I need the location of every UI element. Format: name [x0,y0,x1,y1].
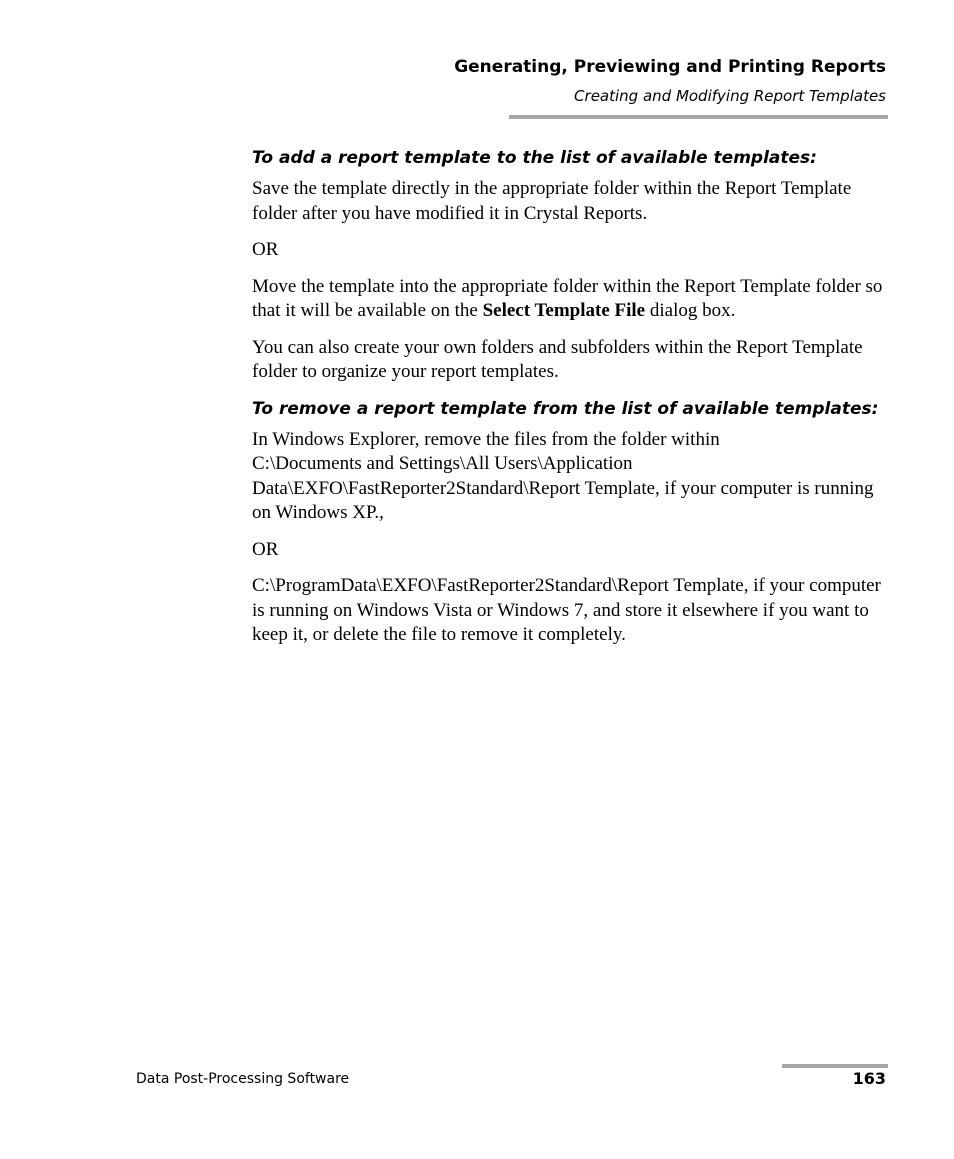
text-line: Data\EXFO\FastReporter2Standard\Report Template, if your computer is running on Windows XP., [252,477,874,523]
dialog-name: Select Template File [482,300,646,321]
running-header-subtitle: Creating and Modifying Report Templates [574,87,886,105]
paragraph-or: OR [252,538,279,560]
page-number: 163 [852,1069,886,1088]
text-line: C:\Documents and Settings\All Users\Application [252,453,633,474]
text-line: In Windows Explorer, remove the files from the folder within [252,428,720,450]
text-run: Move the template into the appropriate folder within the Report Template folder so that it will be available on the [252,275,883,321]
paragraph-create-folders: You can also create your own folders and subfolders within the Report Template folder to organize your report templates. [252,336,863,382]
paragraph-windows-explorer [252,428,892,526]
footer-divider [782,1064,888,1068]
paragraph-move-template [252,275,892,324]
procedure-heading-add: To add a report template to the list of available templates: [252,148,817,168]
procedure-heading-remove: To remove a report template from the list of available templates: [252,398,879,419]
paragraph-or: OR [252,239,279,260]
page-body [252,146,892,660]
header-divider [509,115,888,119]
paragraph-save-template: Save the template directly in the appropriate folder within the Report Template folder after you have modified it in Crystal Reports. [252,178,852,224]
footer-doc-title: Data Post-Processing Software [136,1071,350,1087]
paragraph-programdata: C:\ProgramData\EXFO\FastReporter2Standard\Report Template, if your computer is running on Windows Vista or Windows 7, and store it elsewhere if you want to keep it, or delete the file to remove it completely. [252,575,881,645]
text-run: dialog box. [645,300,736,321]
running-header-title: Generating, Previewing and Printing Reports [454,57,886,77]
